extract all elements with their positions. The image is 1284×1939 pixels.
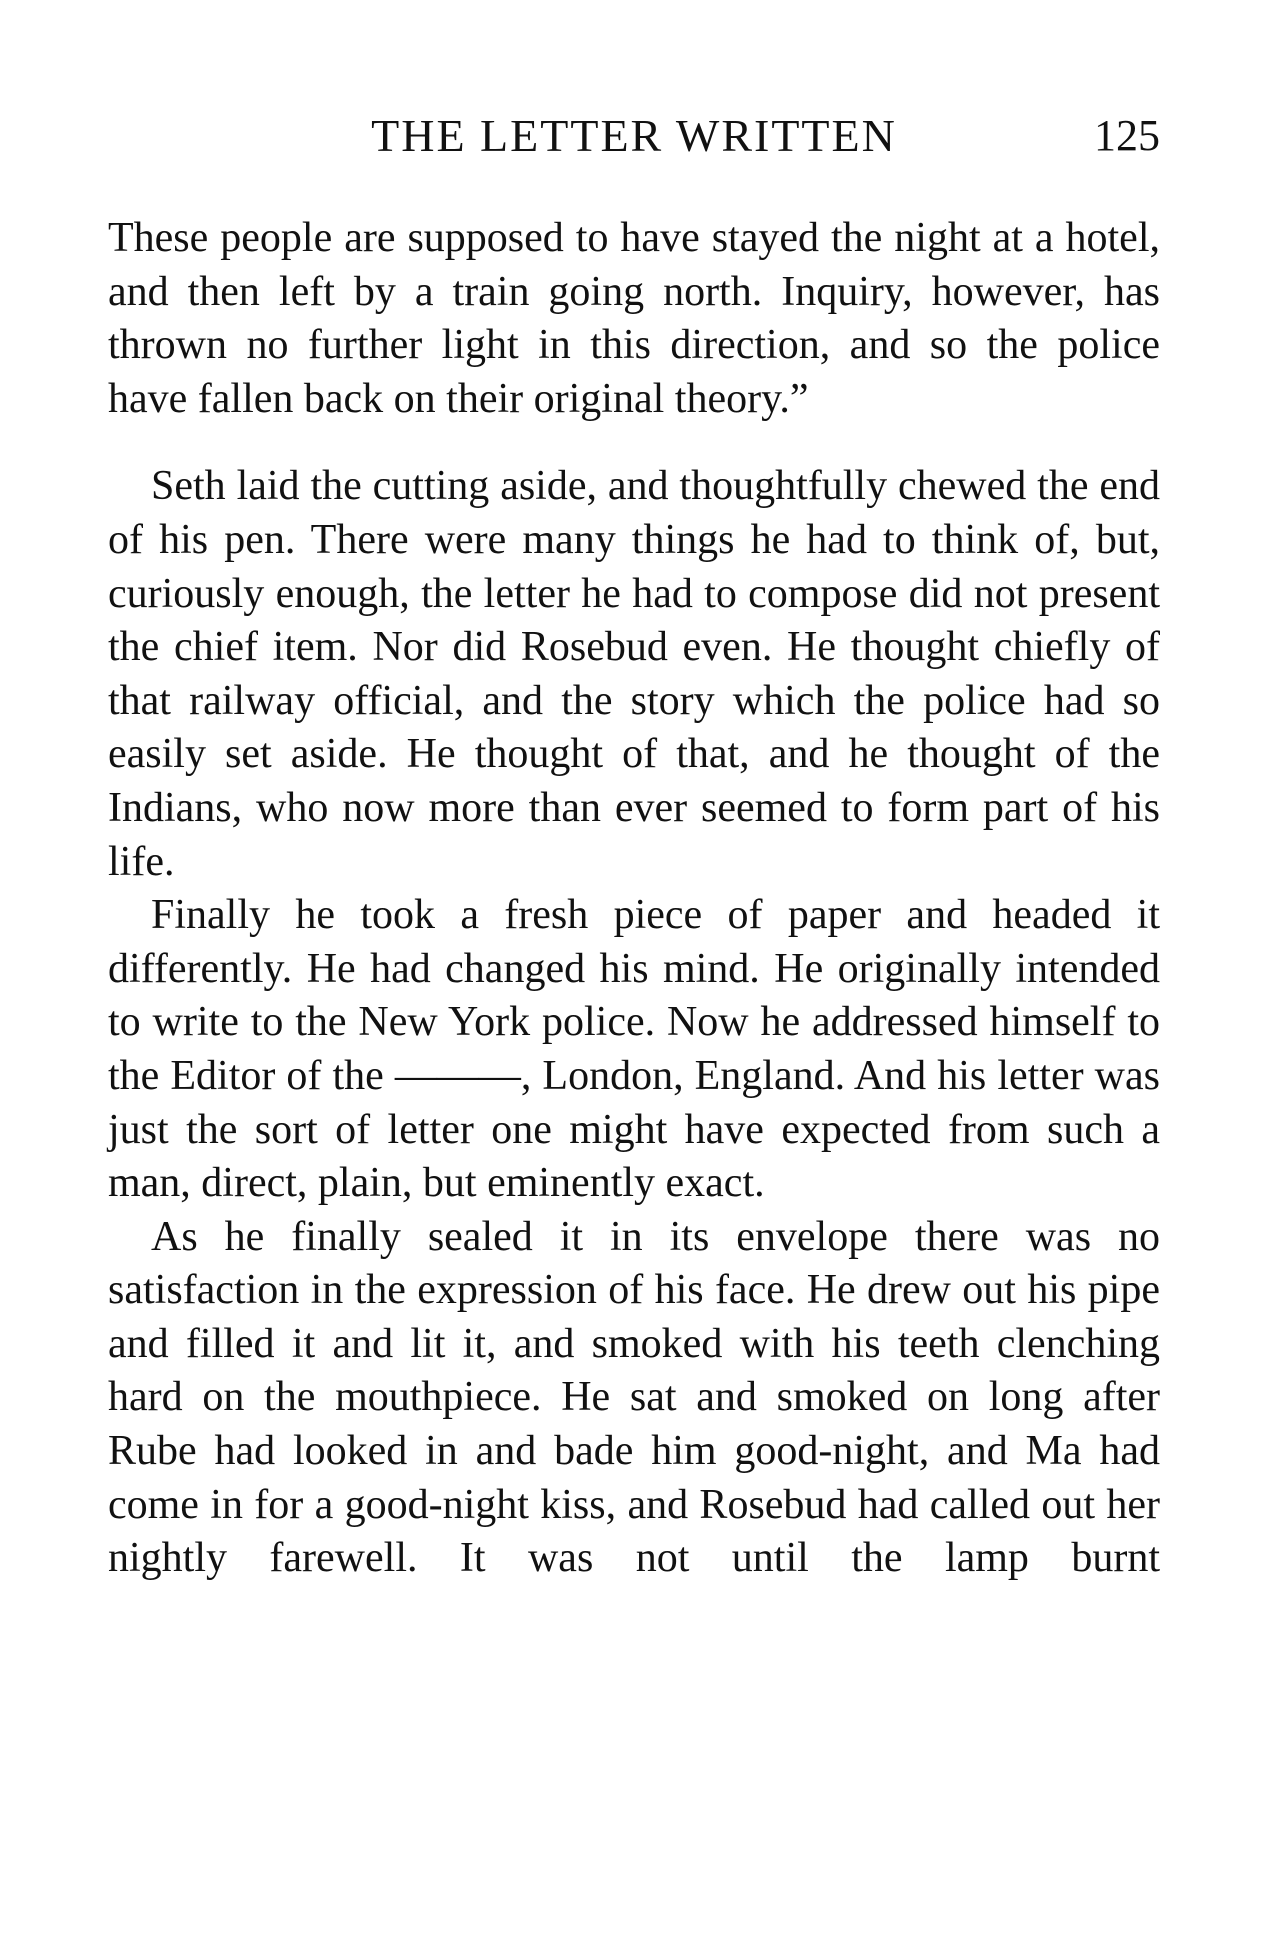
paragraph-quote-end: These people are supposed to have stayed the night at a hotel, and then left by a train going north. Inquiry, however, has thrown no further light in this direction, and so the police have fallen back on their original theory.” — [108, 215, 1160, 422]
paragraph-seth-laid-cutting: Seth laid the cutting aside, and thoughtfully chewed the end of his pen. There were many things he had to think of, but, curiously enough, the letter he had to compose did not present the chief item. Nor did Rosebud even. He thought chiefly of that railway official, and the story which the police had so easily set aside. He thought of that, and he thought of the Indians, who now more than ever seemed to form part of his life. — [108, 463, 1160, 885]
body-text — [108, 212, 1160, 1586]
page-number: 125 — [1094, 111, 1160, 160]
paragraph-fresh-paper: Finally he took a fresh piece of paper and headed it differently. He had changed his mind. He originally intended to write to the New York police. Now he addressed himself to the Editor of the ———, London, England. And his letter was just the sort of letter one might have expected from such a man, direct, plain, but eminently exact. — [108, 892, 1160, 1207]
running-head — [108, 108, 1160, 164]
running-title: THE LETTER WRITTEN — [371, 110, 897, 161]
paragraph-sealed-envelope: As he finally sealed it in its envelope there was no satisfaction in the expression of his face. He drew out his pipe and filled it and lit it, and smoked with his teeth clenching hard on the mouthpiece. He sat and smoked on long after Rube had looked in and bade him good-night, and Ma had come in for a good-night kiss, and Rosebud had called out her nightly farewell. It was not until the lamp burnt — [108, 1213, 1160, 1582]
